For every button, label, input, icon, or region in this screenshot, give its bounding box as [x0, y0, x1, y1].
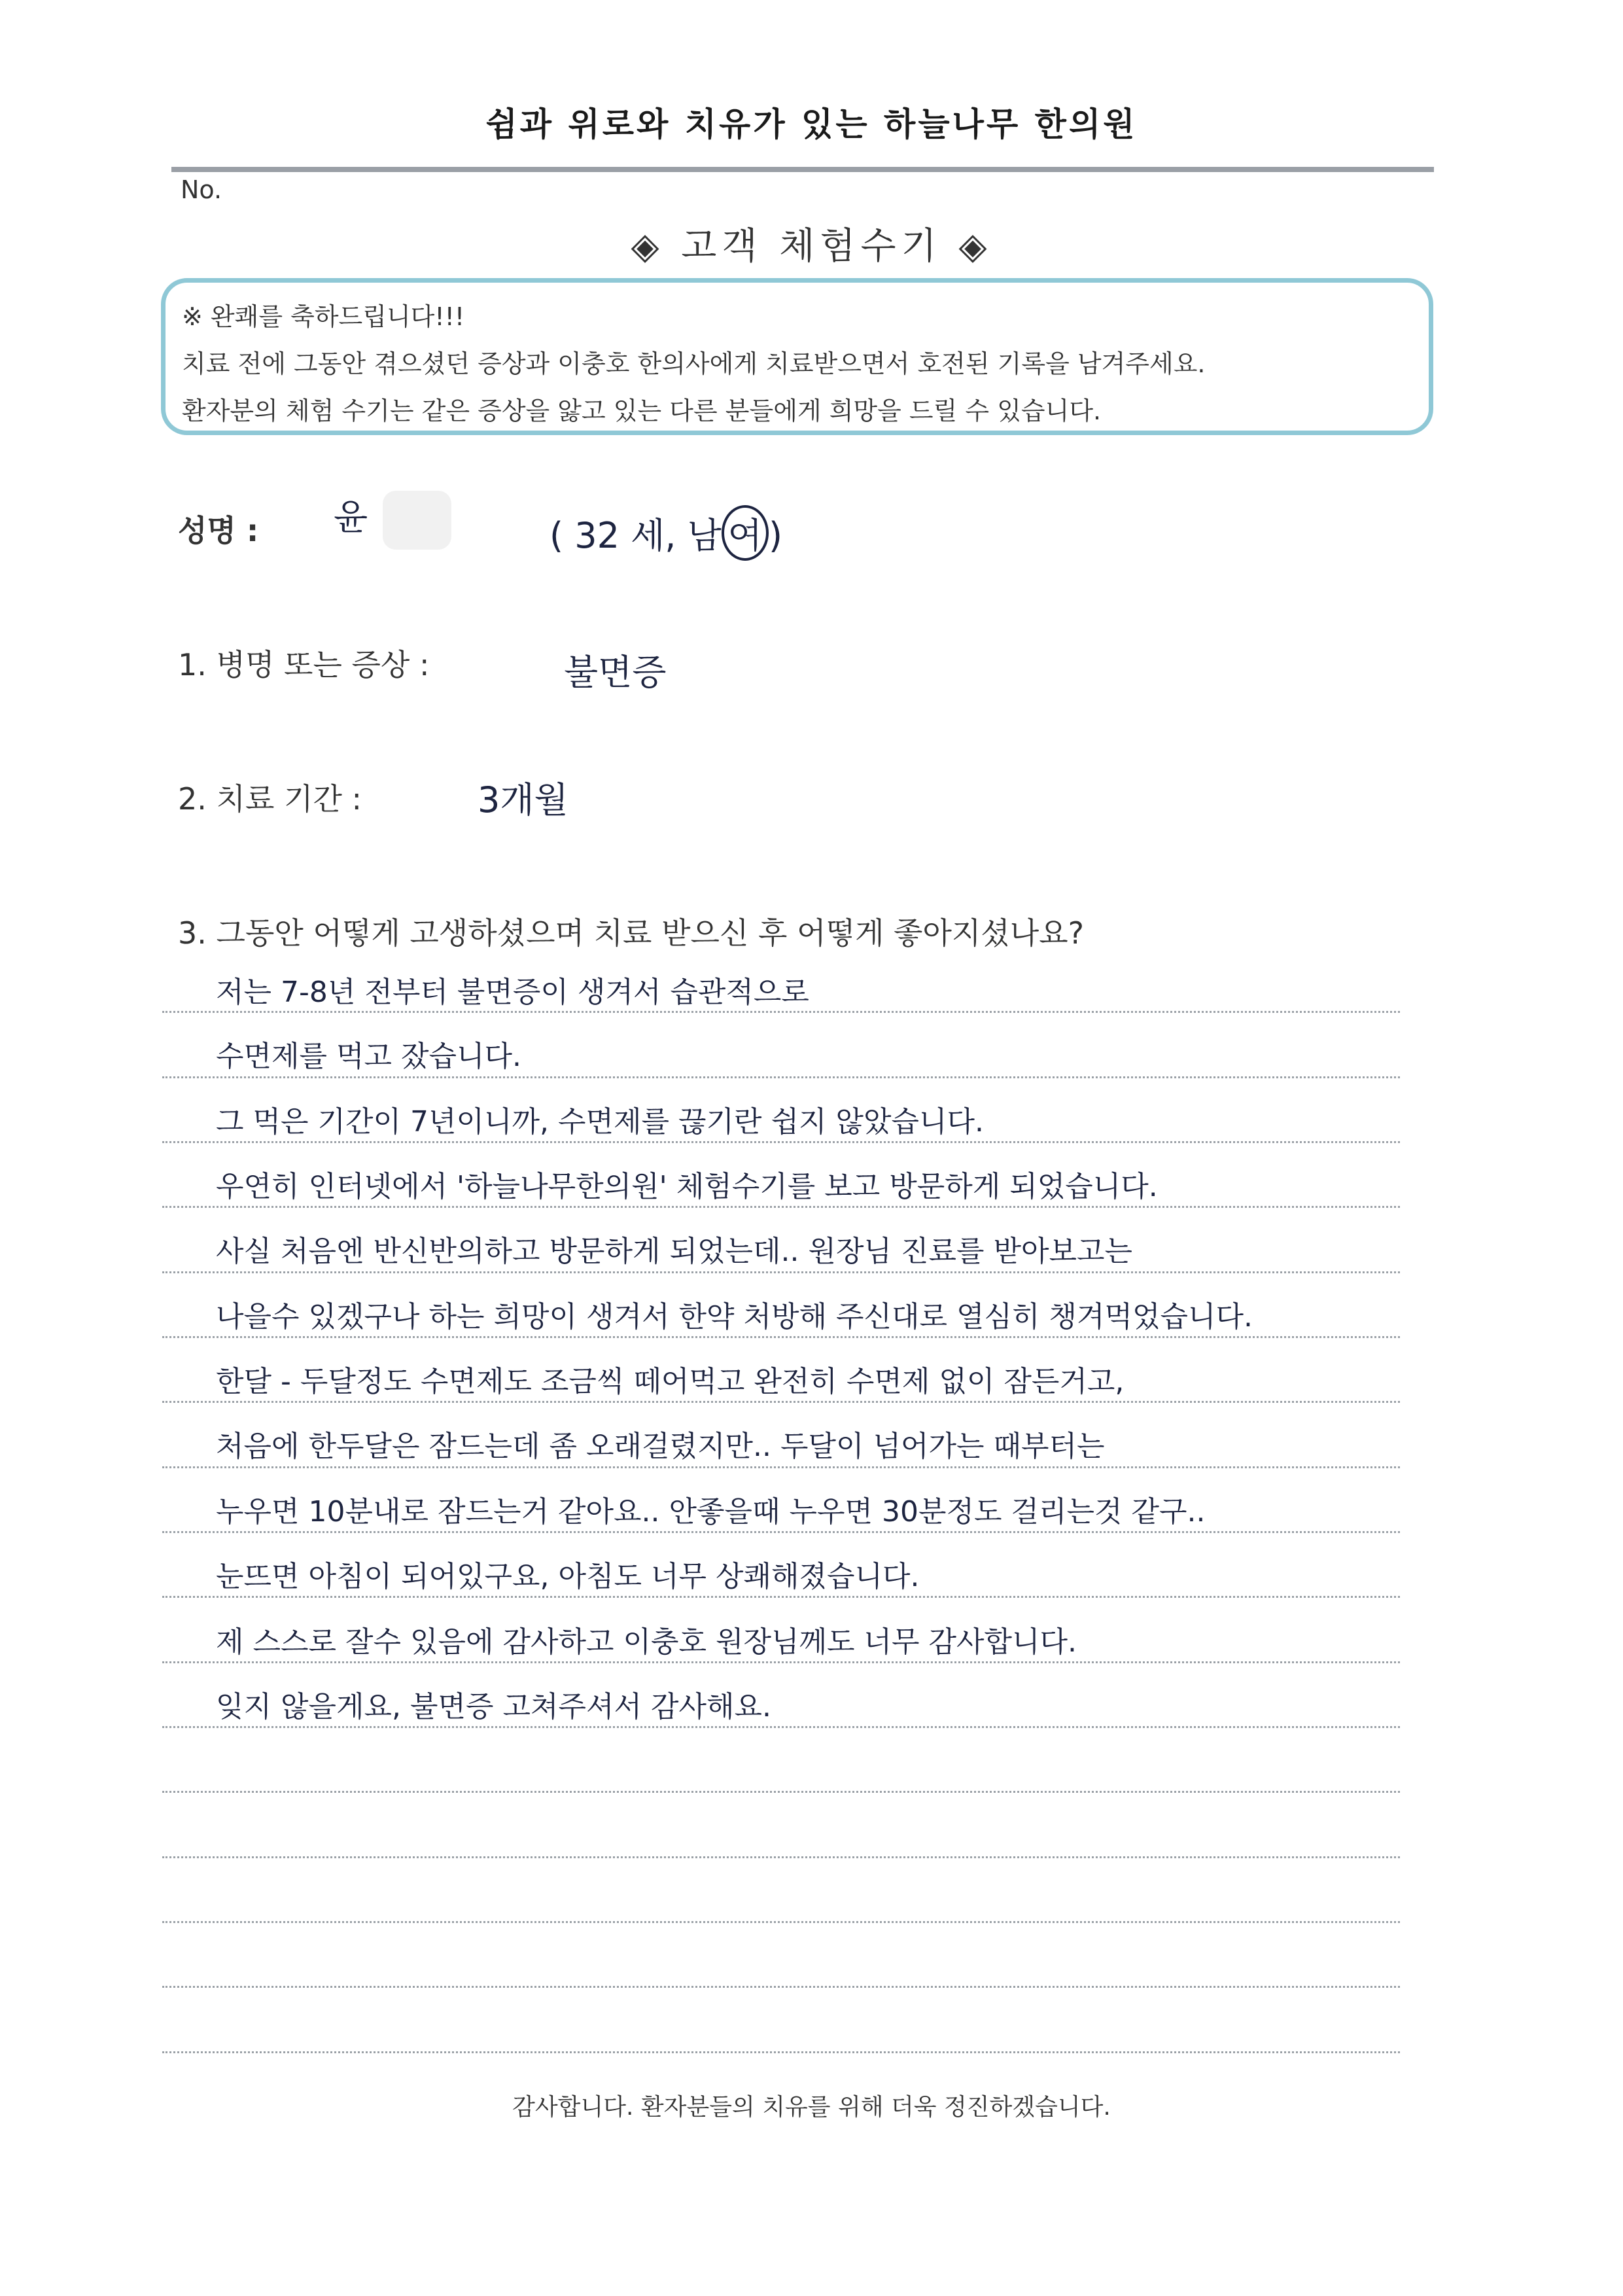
q3-label: 3. 그동안 어떻게 고생하셨으며 치료 받으신 후 어떻게 좋아지셨나요?	[178, 915, 1085, 951]
gender-selected-circle: 여	[722, 505, 769, 561]
name-label: 성명 :	[178, 513, 259, 548]
q1-label: 1. 병명 또는 증상 :	[178, 647, 430, 682]
age-gender	[550, 505, 782, 561]
age-suffix: )	[768, 515, 783, 556]
ruled-line	[162, 1726, 1400, 1728]
testimonial-line: 수면제를 먹고 잤습니다.	[216, 1040, 521, 1073]
testimonial-line: 제 스스로 잘수 있음에 감사하고 이충호 원장님께도 너무 감사합니다.	[216, 1625, 1077, 1659]
ruled-line	[162, 2051, 1400, 2053]
testimonial-line: 잊지 않을게요, 불면증 고쳐주셔서 감사해요.	[216, 1690, 771, 1723]
notice-line: 치료 전에 그동안 겪으셨던 증상과 이충호 한의사에게 치료받으면서 호전된 기록을 남겨주세요.	[182, 349, 1206, 378]
testimonial-line: 사실 처음엔 반신반의하고 방문하게 되었는데.. 원장님 진료를 받아보고는	[216, 1235, 1132, 1268]
ruled-line	[162, 1531, 1400, 1533]
ruled-line	[162, 1466, 1400, 1468]
testimonial-line: 나을수 있겠구나 하는 희망이 생겨서 한약 처방해 주신대로 열심히 챙겨먹었습니다.	[216, 1300, 1253, 1333]
ruled-line	[162, 1206, 1400, 1208]
ruled-line	[162, 1661, 1400, 1663]
testimonial-line: 눈뜨면 아침이 되어있구요, 아침도 너무 상쾌해졌습니다.	[216, 1560, 920, 1593]
ruled-line	[162, 1791, 1400, 1793]
form-number-label: No.	[181, 175, 222, 204]
q1-answer: 불면증	[564, 652, 667, 693]
ruled-line	[162, 1076, 1400, 1078]
ruled-line	[162, 1271, 1400, 1273]
testimonial-line: 우연히 인터넷에서 '하늘나무한의원' 체험수기를 보고 방문하게 되었습니다.	[216, 1170, 1158, 1203]
testimonial-line: 그 먹은 기간이 7년이니까, 수면제를 끊기란 쉽지 않았습니다.	[216, 1105, 984, 1139]
ruled-line	[162, 1596, 1400, 1598]
testimonial-line: 누우면 10분내로 잠드는거 같아요.. 안좋을때 누우면 30분정도 걸리는것 같구..	[216, 1495, 1206, 1528]
testimonial-line: 한달 - 두달정도 수면제도 조금씩 떼어먹고 완전히 수면제 없이 잠든거고,	[216, 1365, 1125, 1398]
testimonial-line: 처음에 한두달은 잠드는데 좀 오래걸렸지만.. 두달이 넘어가는 때부터는	[216, 1430, 1105, 1463]
header-divider	[171, 167, 1434, 172]
name-value: 윤	[334, 497, 368, 538]
clinic-name: 쉼과 위로와 치유가 있는 하늘나무 한의원	[485, 105, 1138, 143]
ruled-line	[162, 1921, 1400, 1923]
ruled-line	[162, 1401, 1400, 1403]
ruled-line	[162, 1011, 1400, 1013]
q2-answer: 3개월	[478, 779, 568, 821]
testimonial-line: 저는 7-8년 전부터 불면증이 생겨서 습관적으로	[216, 976, 809, 1009]
ruled-line	[162, 1336, 1400, 1338]
notice-line: 환자분의 체험 수기는 같은 증상을 앓고 있는 다른 분들에게 희망을 드릴 수 있습니다.	[182, 397, 1102, 425]
q2-label: 2. 치료 기간 :	[178, 781, 362, 817]
age-prefix: ( 32 세, 남	[550, 515, 722, 556]
ruled-line	[162, 1856, 1400, 1858]
ruled-line	[162, 1986, 1400, 1988]
notice-line: ※ 완쾌를 축하드립니다!!!	[182, 302, 465, 331]
form-title: ◈ 고객 체험수기 ◈	[631, 225, 992, 268]
redacted-name-mark	[383, 491, 451, 550]
footer-message: 감사합니다. 환자분들의 치유를 위해 더욱 정진하겠습니다.	[512, 2094, 1111, 2121]
ruled-line	[162, 1141, 1400, 1143]
